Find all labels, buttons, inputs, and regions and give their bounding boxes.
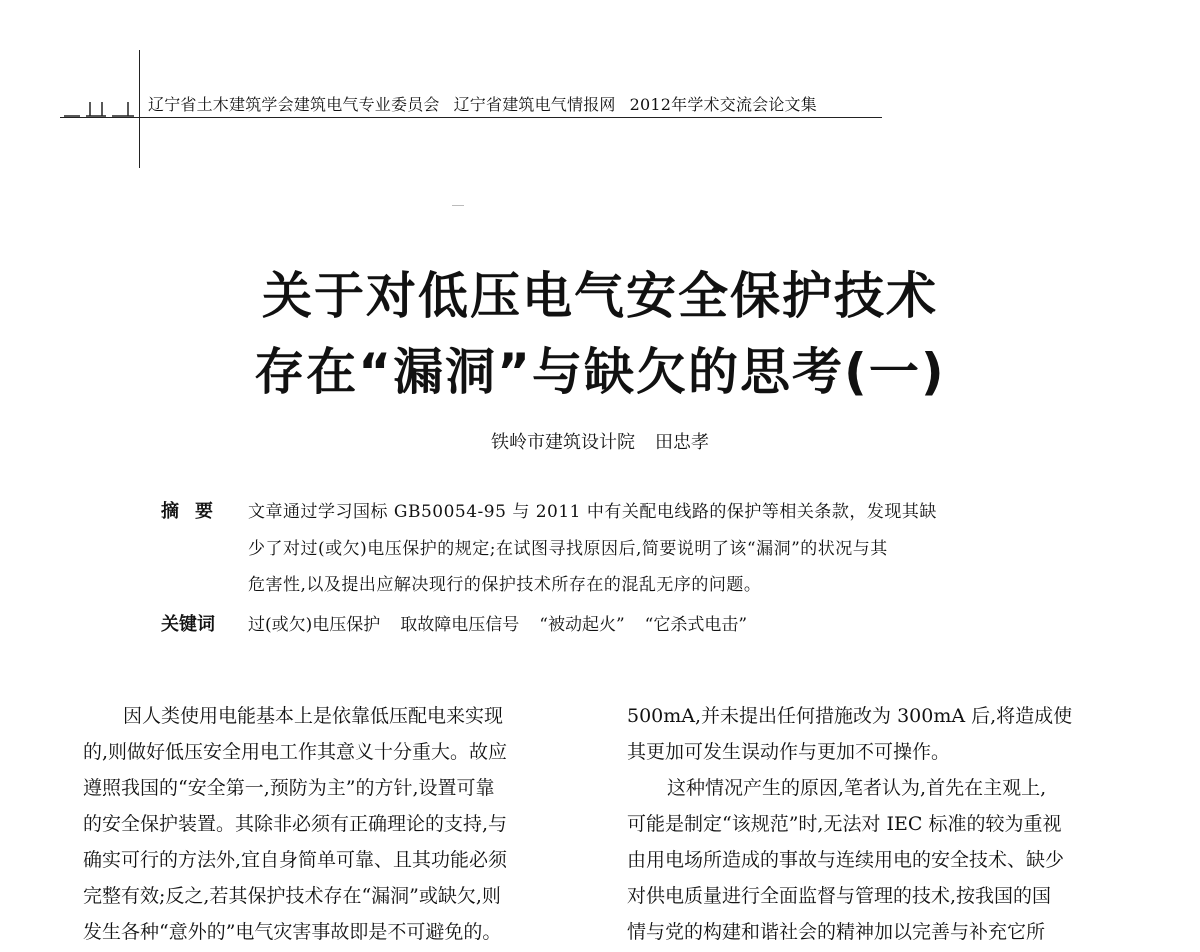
body-line: 这种情况产生的原因,笔者认为,首先在主观上,: [667, 777, 1047, 799]
body-line: 的安全保护装置。其除非必须有正确理论的支持,与: [83, 813, 508, 835]
body-line: 因人类使用电能基本上是依靠低压配电来实现: [123, 705, 504, 727]
header-vertical-rule: [139, 50, 140, 168]
abstract-label: 摘要: [161, 501, 229, 522]
body-line: 确实可行的方法外,宜自身简单可靠、且其功能必须: [83, 849, 508, 871]
author-name: 田忠孝: [655, 432, 709, 453]
abstract-line: 少了对过(或欠)电压保护的规定;在试图寻找原因后,简要说明了该“漏洞”的状况与其: [248, 539, 888, 559]
scan-corner-mark: [62, 96, 142, 118]
body-line: 发生各种“意外的”电气灾害事故即是不可避免的。: [83, 921, 502, 943]
paper-title-line-2: 存在“漏洞”与缺欠的思考(一): [254, 343, 946, 401]
body-line: 情与党的构建和谐社会的精神加以完善与补充它所: [627, 921, 1046, 943]
header-network: 辽宁省建筑电气情报网: [453, 95, 616, 114]
header-collection: 2012年学术交流会论文集: [629, 95, 817, 114]
body-line: 其更加可发生误动作与更加不可操作。: [627, 741, 951, 763]
paper-title-line-1: 关于对低压电气安全保护技术: [262, 267, 938, 325]
body-line: 可能是制定“该规范”时,无法对 IEC 标准的较为重视: [627, 813, 1062, 835]
keyword-item: 过(或欠)电压保护: [248, 615, 381, 635]
keyword-item: 取故障电压信号: [400, 615, 520, 635]
header-rule: [60, 117, 882, 118]
keyword-item: “被动起火”: [539, 615, 625, 635]
body-line: 由用电场所造成的事故与连续用电的安全技术、缺少: [627, 849, 1065, 871]
abstract-line: 文章通过学习国标 GB50054-95 与 2011 中有关配电线路的保护等相关条款，发现其缺: [248, 502, 937, 522]
header-organization: 辽宁省土木建筑学会建筑电气专业委员会: [148, 95, 440, 114]
body-line: 遵照我国的“安全第一,预防为主”的方针,设置可靠: [83, 777, 495, 799]
body-line: 500mA,并未提出任何措施改为 300mA 后,将造成使: [627, 705, 1073, 727]
scan-speck: [452, 205, 464, 206]
body-line: 对供电质量进行全面监督与管理的技术,按我国的国: [627, 885, 1052, 907]
author-line: [0, 428, 1200, 454]
keyword-item: “它杀式电击”: [644, 615, 748, 635]
body-line: 完整有效;反之,若其保护技术存在“漏洞”或缺欠,则: [83, 885, 501, 907]
keywords-list: [248, 610, 767, 635]
running-header: [148, 92, 831, 115]
body-line: 的,则做好低压安全用电工作其意义十分重大。故应: [83, 741, 508, 763]
author-affiliation: 铁岭市建筑设计院: [491, 432, 635, 453]
body-right-column: [627, 698, 1137, 950]
keywords-label: 关键词: [161, 614, 215, 635]
body-left-column: [83, 698, 583, 950]
abstract-line: 危害性,以及提出应解决现行的保护技术所存在的混乱无序的问题。: [248, 575, 762, 595]
